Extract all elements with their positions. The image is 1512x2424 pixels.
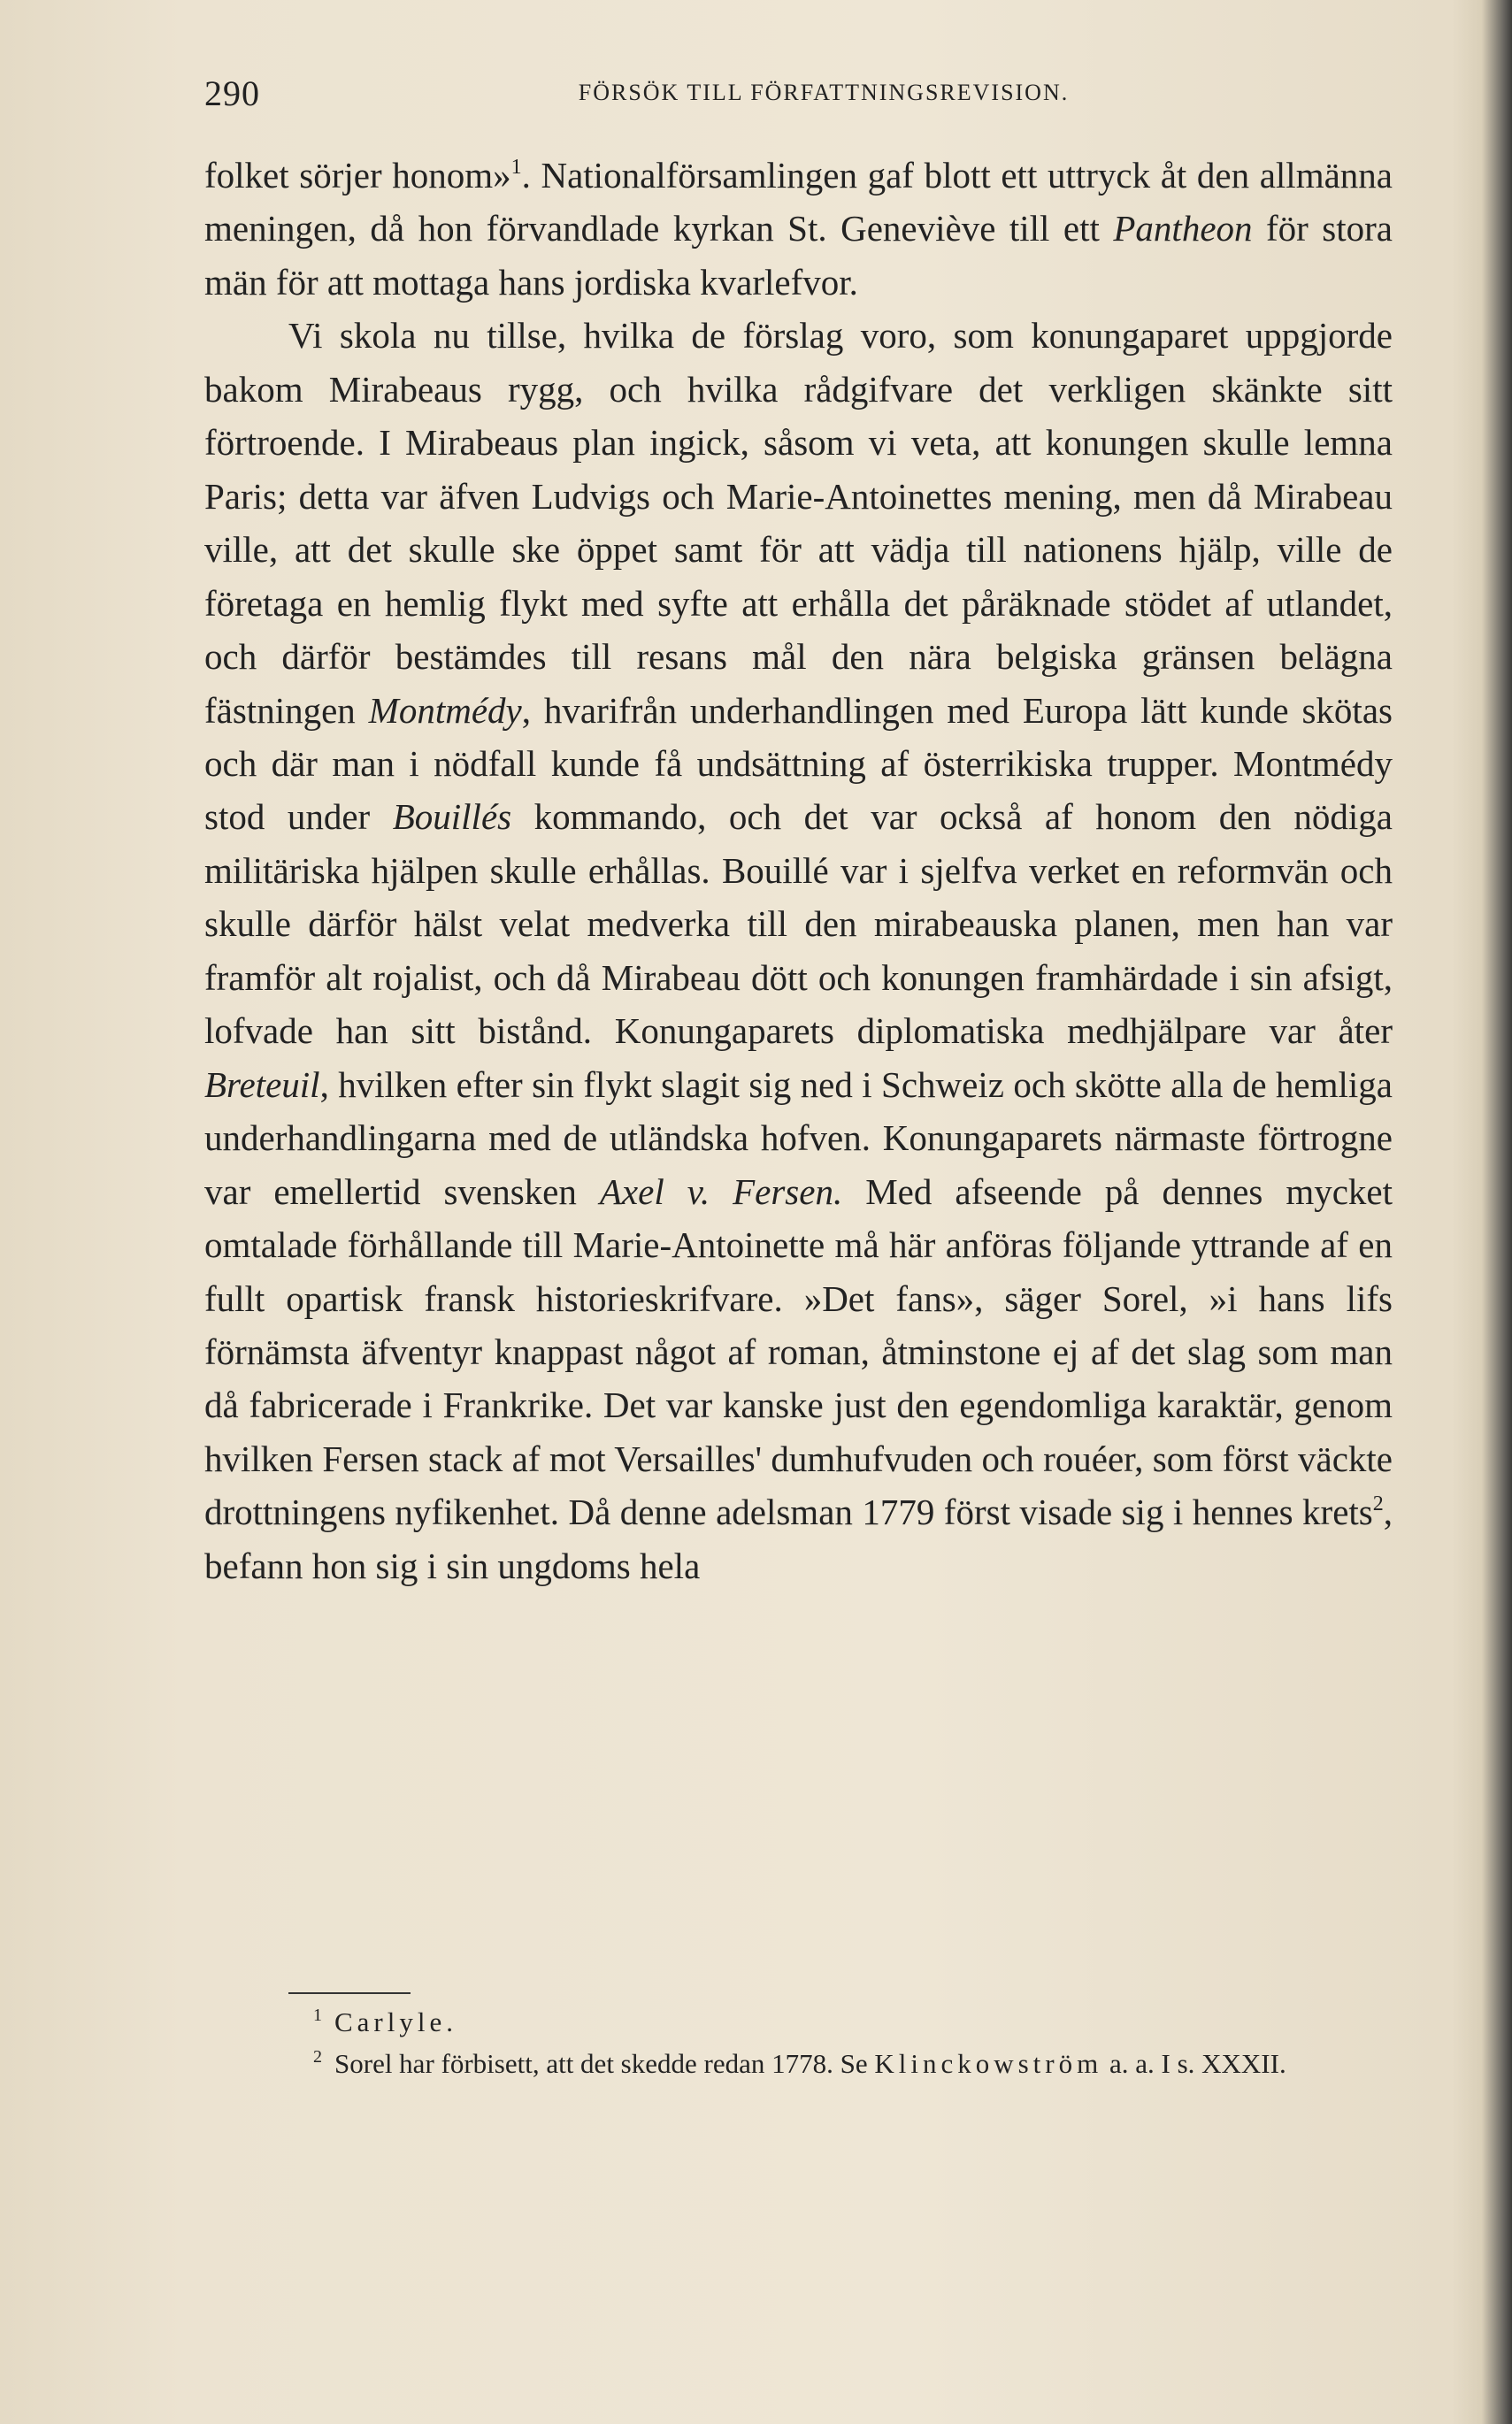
footnote-2 bbox=[204, 2043, 1393, 2084]
text-run: folket sörjer honom» bbox=[204, 155, 511, 196]
italic-term-bouilles: Bouillés bbox=[392, 796, 512, 838]
italic-term-fersen: Axel v. Fersen. bbox=[599, 1170, 843, 1212]
text-run: Med afseende på dennes mycket omtalade förhållande till Marie-Antoinette må här anföras följande yttrande af en fullt opartisk fransk historieskrifvare. »Det fans», säger Sorel, »i hans lifs förnämsta äfventyr knappast något af roman, åtminstone ej af det slag som man då fabricerade i Frankrike. Det var kanske just den egendomliga karaktär, genom hvilken Fersen stack af mot Versailles' dumhufvuden och rouéer, som först väckte drottningens nyfikenhet. Då denne adelsman 1779 först visade sig i hennes krets bbox=[204, 1170, 1393, 1533]
italic-term-pantheon: Pantheon bbox=[1113, 208, 1253, 249]
italic-term-montmedy: Montmédy bbox=[368, 689, 522, 731]
text-run: . Nationalförsamlingen gaf blott ett uttryck åt den allmänna meningen, då hon förvandlade kyrkan St. Geneviève till ett bbox=[204, 155, 1393, 249]
footnote-text: Carlyle. bbox=[334, 2006, 457, 2037]
main-text bbox=[204, 149, 1393, 1592]
text-run: , befann hon sig i sin ungdoms hela bbox=[204, 1492, 1393, 1586]
footnote-mark: 1 bbox=[313, 2006, 322, 2025]
text-run: för stora män för att mottaga hans jordiska kvarlefvor. bbox=[204, 208, 1393, 303]
paragraph-2 bbox=[204, 309, 1393, 1592]
page-header bbox=[204, 73, 1425, 117]
footnote-ref-2: 2 bbox=[1372, 1492, 1384, 1516]
text-run: kommando, och det var också af honom den nödiga militäriska hjälpen skulle erhållas. Bouillé var i sjelfva verket en reformvän och skulle därför hälst velat medverka till den mirabeauska planen, men han var framför alt rojalist, och då Mirabeau dött och konungen framhärdade i sin afsigt, lofvade han sitt bistånd. Konungaparets diplomatiska medhjälpare var åter bbox=[204, 796, 1393, 1052]
footnote-1 bbox=[204, 2001, 1393, 2043]
footnote-mark: 2 bbox=[313, 2047, 322, 2067]
running-head: FÖRSÖK TILL FÖRFATTNINGSREVISION. bbox=[578, 80, 1070, 105]
footnote-ref-1: 1 bbox=[510, 156, 522, 179]
footnote-divider bbox=[288, 1992, 411, 1994]
text-run: Vi skola nu tillse, hvilka de förslag voro, som konungaparet uppgjorde bakom Mirabeaus rygg, och hvilka rådgifvare det verkligen skänkte sitt förtroende. I Mirabeaus plan ingick, såsom vi veta, att konungen skulle lemna Paris; detta var äfven Ludvigs och Marie-Antoinettes mening, men då Mirabeau ville, att det skulle ske öppet samt för att vädja till nationens hjälp, ville de företaga en hemlig flykt med syfte att erhålla det påräknade stödet af utlandet, och därför bestämdes till resans mål den nära belgiska gränsen belägna fästningen bbox=[204, 315, 1393, 731]
text-run: , hvilken efter sin flykt slagit sig ned i Schweiz och skötte alla de hemliga underhandlingarna med de utländska hofven. Konungaparets närmaste förtrogne var emellertid svensken bbox=[204, 1063, 1393, 1212]
italic-term-breteuil: Breteuil bbox=[204, 1063, 320, 1105]
footnote-text: Sorel har förbisett, att det skedde redan 1778. Se bbox=[334, 2048, 875, 2079]
footnote-text: a. a. I s. XXXII. bbox=[1102, 2048, 1286, 2079]
text-run: , hvarifrån underhandlingen med Europa lätt kunde skötas och där man i nödfall kunde få undsättning af österrikiska trupper. Montmédy stod under bbox=[204, 689, 1393, 838]
footnote-author-name: Klinckowström bbox=[874, 2048, 1103, 2079]
footnotes bbox=[204, 2001, 1393, 2084]
page-number: 290 bbox=[204, 73, 260, 113]
paragraph-1 bbox=[204, 149, 1393, 309]
